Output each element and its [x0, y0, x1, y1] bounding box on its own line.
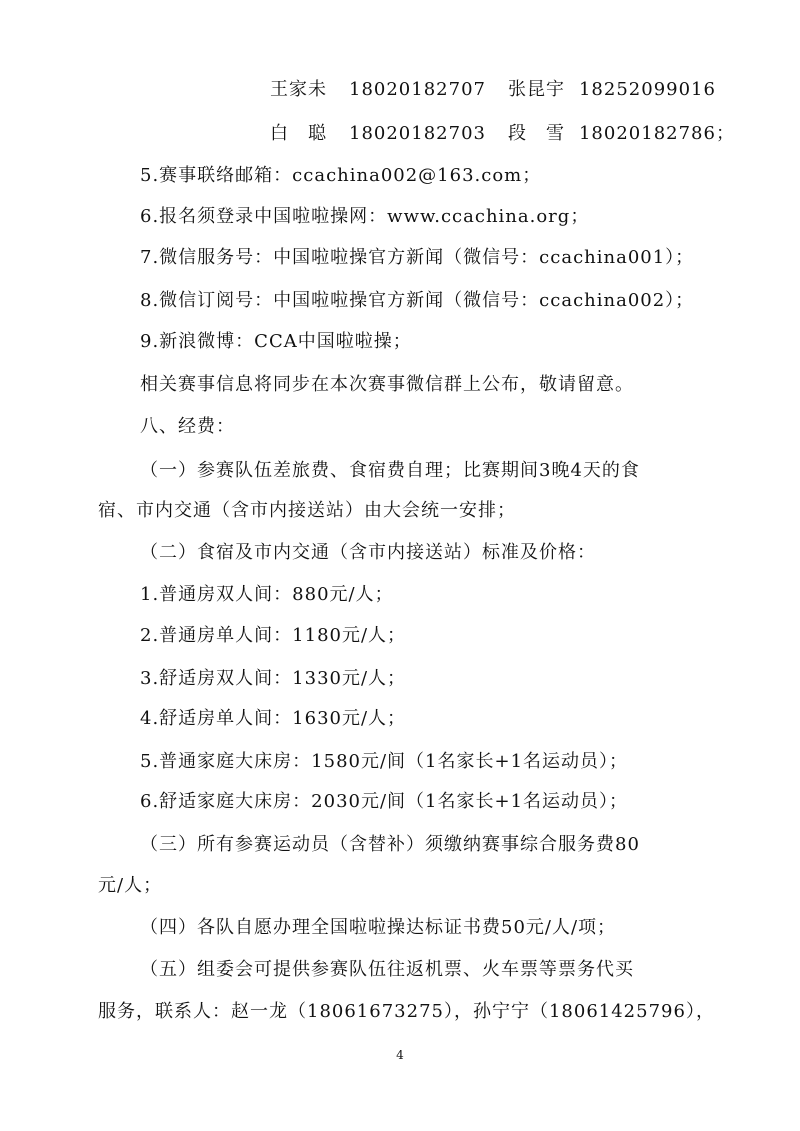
- paragraph-5-line-2: 服务，联系人：赵一龙（18061673275），孙宁宁（18061425796），: [98, 1001, 715, 1022]
- section-heading: 八、经费：: [140, 416, 235, 437]
- price-item: 3.舒适房双人间：1330元/人；: [140, 668, 407, 689]
- price-item: 5.普通家庭大床房：1580元/间（1名家长+1名运动员）；: [140, 751, 629, 772]
- contact-name: 段 雪: [507, 123, 565, 144]
- paragraph-3-line-1: （三）所有参赛运动员（含替补）须缴纳赛事综合服务费80: [140, 834, 640, 855]
- contact-name: 张昆宇: [507, 79, 565, 100]
- contact-name: 王家未: [270, 79, 327, 100]
- email-line: 5.赛事联络邮箱：ccachina002@163.com；: [140, 165, 542, 186]
- price-item: 6.舒适家庭大床房：2030元/间（1名家长+1名运动员）；: [140, 791, 629, 812]
- price-item: 1.普通房双人间：880元/人；: [140, 584, 394, 605]
- price-item: 2.普通房单人间：1180元/人；: [140, 625, 407, 646]
- notice-line: 相关赛事信息将同步在本次赛事微信群上公布，敬请留意。: [140, 374, 634, 395]
- contact-name: 白 聪: [270, 123, 327, 144]
- website-line: 6.报名须登录中国啦啦操网：www.ccachina.org；: [140, 206, 590, 227]
- paragraph-2: （二）食宿及市内交通（含市内接送站）标准及价格：: [140, 542, 596, 563]
- wechat-service-line: 7.微信服务号：中国啦啦操官方新闻（微信号：ccachina001）；: [140, 247, 695, 268]
- contact-row-2: [270, 122, 735, 146]
- page-number: 4: [396, 1048, 404, 1062]
- contact-phone: 18020182703: [349, 123, 486, 144]
- price-item: 4.舒适房单人间：1630元/人；: [140, 708, 407, 729]
- paragraph-5-line-1: （五）组委会可提供参赛队伍往返机票、火车票等票务代买: [140, 959, 634, 980]
- weibo-line: 9.新浪微博：CCA中国啦啦操；: [140, 331, 412, 352]
- contact-row-1: [270, 78, 716, 102]
- paragraph-1-line-2: 宿、市内交通（含市内接送站）由大会统一安排；: [98, 500, 516, 521]
- contact-phone: 18252099016: [578, 79, 716, 100]
- wechat-subscription-line: 8.微信订阅号：中国啦啦操官方新闻（微信号：ccachina002）；: [140, 290, 695, 311]
- contact-phone: 18020182707: [349, 79, 486, 100]
- contact-phone: 18020182786；: [578, 123, 735, 144]
- paragraph-3-line-2: 元/人；: [98, 875, 163, 896]
- paragraph-1-line-1: （一）参赛队伍差旅费、食宿费自理；比赛期间3晚4天的食: [140, 460, 640, 481]
- paragraph-4: （四）各队自愿办理全国啦啦操达标证书费50元/人/项；: [140, 917, 617, 938]
